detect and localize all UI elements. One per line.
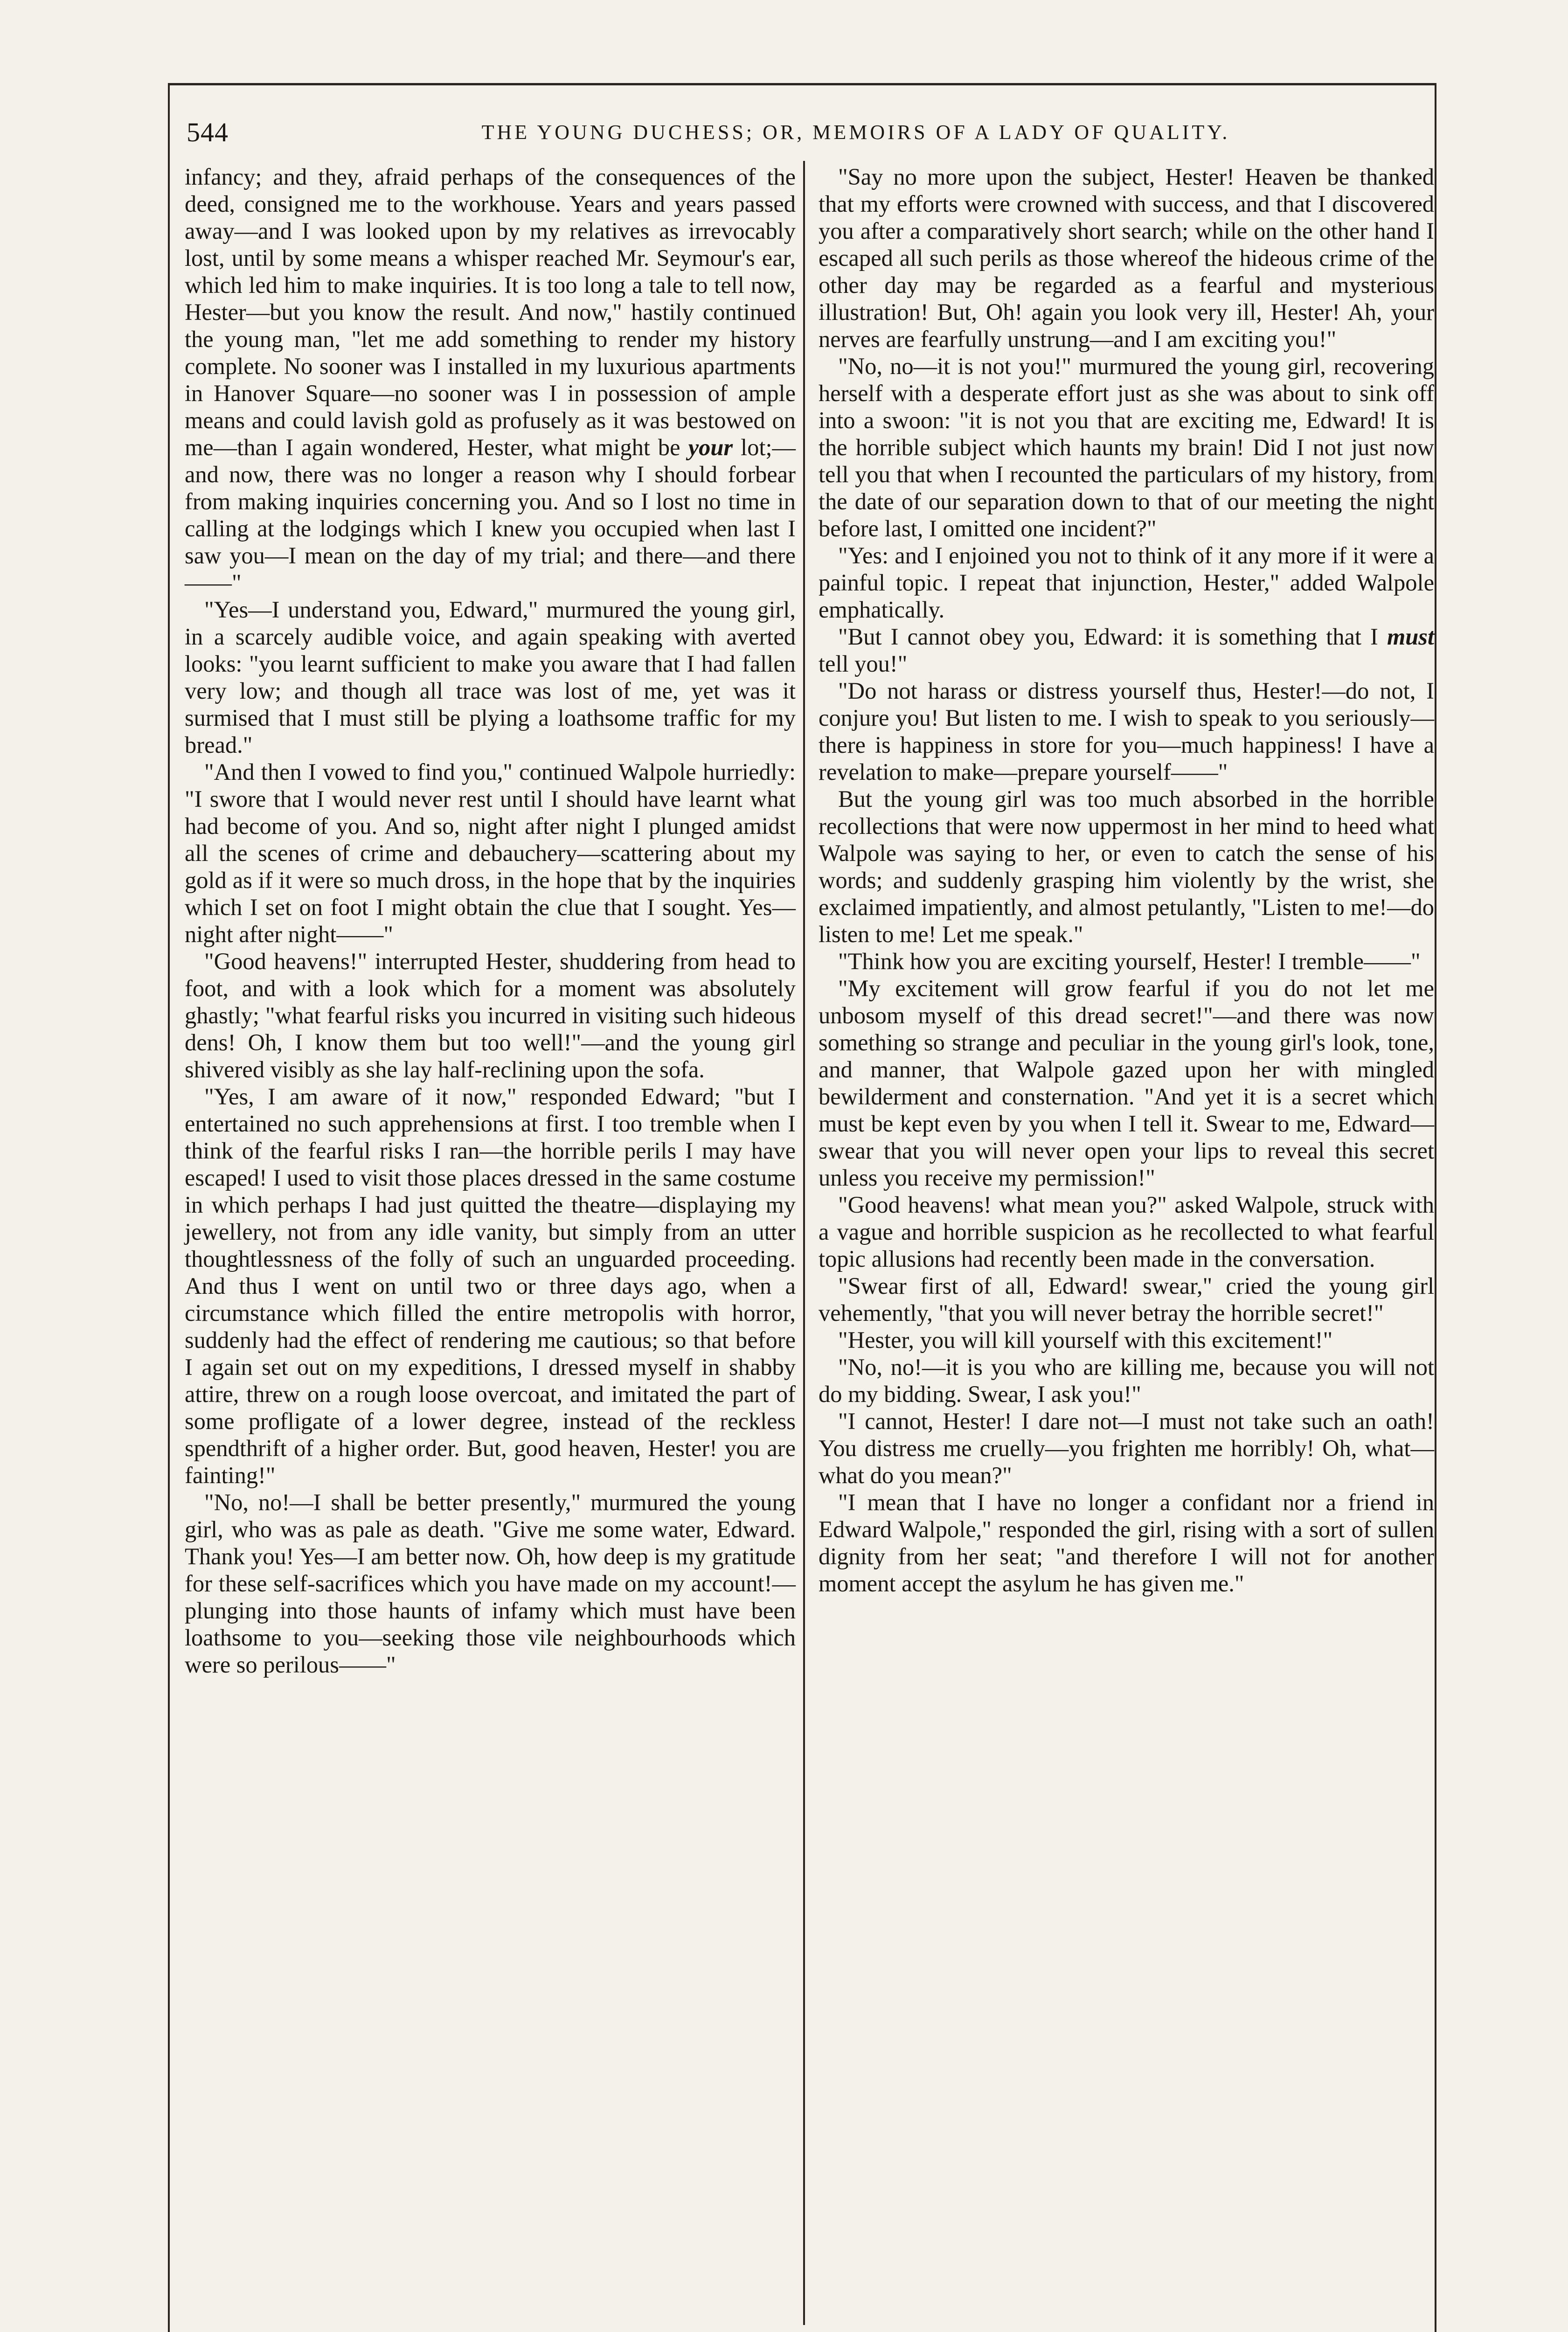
column-divider — [803, 161, 805, 2325]
paragraph: "I mean that I have no longer a confidant nor a friend in Edward Walpole," responded the girl, rising with a sort of sullen dignity from her seat; "and therefore I will not for another moment accept the asylum he has given me." — [819, 1489, 1434, 1596]
left-frame-rule — [168, 83, 170, 2332]
page-header — [187, 117, 1418, 154]
page-number: 544 — [187, 117, 229, 147]
right-frame-rule — [1435, 83, 1436, 2332]
paragraph: "Hester, you will kill yourself with this excitement!" — [838, 1327, 1333, 1353]
paragraph: But the young girl was too much absorbed in the horrible recollections that were now uppermost in her mind to heed what Walpole was saying to her, or even to catch the sense of his words; and suddenly grasping him violently by the wrist, she exclaimed impatiently, and almost petulantly, "Listen to me!—do listen to me! Let me speak." — [819, 786, 1434, 947]
paragraph: "Do not harass or distress yourself thus, Hester!—do not, I conjure you! But listen to me. I wish to speak to you seriously—there is happiness in store for you—much happiness! I have a revelation to make—prepare yourself——" — [819, 678, 1434, 785]
paragraph: "Yes—I understand you, Edward," murmured the young girl, in a scarcely audible voice, and again speaking with averted looks: "you learnt sufficient to make you aware that I had fallen very low; and though all trace was lost of me, yet was it surmised that I must still be plying a loathsome traffic for my bread." — [185, 597, 796, 758]
paragraph: "No, no!—I shall be better presently," murmured the young girl, who was as pale as death. "Give me some water, Edward. Thank you! Yes—I am better now. Oh, how deep is my gratitude for these self-sacrifices which you have made on my account!—plunging into those haunts of infamy which must have been loathsome to you—seeking those vile neighbourhoods which were so perilous——" — [185, 1489, 796, 1678]
paragraph: "Good heavens!" interrupted Hester, shuddering from head to foot, and with a look which for a moment was absolutely ghastly; "what fearful risks you incurred in visiting such hideous dens! Oh, I know them but too well!"—and the young girl shivered visibly as she lay half-reclining upon the sofa. — [185, 948, 796, 1083]
paragraph: "Yes, I am aware of it now," responded Edward; "but I entertained no such apprehensions at first. I too tremble when I think of the fearful risks I ran—the horrible perils I may have escaped! I used to visit those places dressed in the same costume in which perhaps I had just quitted the theatre—displaying my jewellery, not from any idle vanity, but simply from an utter thoughtlessness of the folly of such an unguarded proceeding. And thus I went on until two or three days ago, when a circumstance which filled the entire metropolis with horror, suddenly had the effect of rendering me cautious; so that before I again set out on my expeditions, I dressed myself in shabby attire, threw on a rough loose overcoat, and imitated the part of some profligate of a lower degree, instead of the reckless spendthrift of a higher order. But, good heaven, Hester! you are fainting!" — [185, 1083, 796, 1488]
paragraph: infancy; and they, afraid perhaps of the consequences of the deed, consigned me to the workhouse. Years and years passed away—and I was looked upon by my relatives as irrevocably lost, until by some means a whisper reached Mr. Seymour's ear, which led him to make inquiries. It is too long a tale to tell now, Hester—but you know the result. And now," hastily continued the young man, "let me add something to render my history complete. No sooner was I installed in my luxurious apartments in Hanover Square—no sooner was I in possession of ample means and could lavish gold as profusely as it was bestowed on me—than I again wondered, Hester, what might be your lot;—and now, there was no longer a reason why I should forbear from making inquiries concerning you. And so I lost no time in calling at the lodgings which I knew you occupied when last I saw you—I mean on the day of my trial; and there—and there——" — [185, 164, 796, 596]
paragraph: "No, no!—it is you who are killing me, because you will not do my bidding. Swear, I ask you!" — [819, 1354, 1434, 1407]
paragraph: "Say no more upon the subject, Hester! Heaven be thanked that my efforts were crowned with success, and that I discovered you after a comparatively short search; while on the other hand I escaped all such perils as those whereof the hideous crime of the other day may be regarded as a fearful and mysterious illustration! But, Oh! again you look very ill, Hester! Ah, your nerves are fearfully unstrung—and I am exciting you!" — [819, 164, 1434, 352]
left-column — [185, 163, 796, 1678]
paragraph: "Swear first of all, Edward! swear," cried the young girl vehemently, "that you will never betray the horrible secret!" — [819, 1273, 1434, 1326]
emphasis: must — [1387, 624, 1434, 650]
paragraph: "My excitement will grow fearful if you do not let me unbosom myself of this dread secret!"—and there was now something so strange and peculiar in the young girl's look, tone, and manner, that Walpole gazed upon her with mingled bewilderment and consternation. "And yet it is a secret which must be kept even by you when I tell it. Swear to me, Edward—swear that you will never open your lips to reveal this secret unless you receive my permission!" — [819, 975, 1434, 1191]
paragraph: "And then I vowed to find you," continued Walpole hurriedly: "I swore that I would never rest until I should have learnt what had become of you. And so, night after night I plunged amidst all the scenes of crime and debauchery—scattering about my gold as if it were so much dross, in the hope that by the inquiries which I set on foot I might obtain the clue that I sought. Yes—night after night——" — [185, 759, 796, 947]
paragraph: "But I cannot obey you, Edward: it is something that I must tell you!" — [819, 624, 1434, 677]
paragraph: "Good heavens! what mean you?" asked Walpole, struck with a vague and horrible suspicion as he recollected to what fearful topic allusions had recently been made in the conversation. — [819, 1192, 1434, 1272]
top-rule — [168, 83, 1436, 85]
paragraph: "I cannot, Hester! I dare not—I must not take such an oath! You distress me cruelly—you frighten me horribly! Oh, what—what do you mean?" — [819, 1408, 1434, 1488]
paragraph: "Think how you are exciting yourself, Hester! I tremble——" — [838, 948, 1421, 974]
paragraph: "No, no—it is not you!" murmured the young girl, recovering herself with a desperate effort just as she was about to sink off into a swoon: "it is not you that are exciting me, Edward! It is the horrible subject which haunts my brain! Did I not just now tell you that when I recounted the particulars of my history, from the date of our separation down to that of our meeting the night before last, I omitted one incident?" — [819, 353, 1434, 541]
paragraph: "Yes: and I enjoined you not to think of it any more if it were a painful topic. I repeat that injunction, Hester," added Walpole emphatically. — [819, 542, 1434, 623]
right-column — [819, 163, 1434, 1597]
running-title: THE YOUNG DUCHESS; OR, MEMOIRS OF A LADY OF QUALITY. — [481, 121, 1230, 144]
emphasis: your — [688, 434, 733, 460]
